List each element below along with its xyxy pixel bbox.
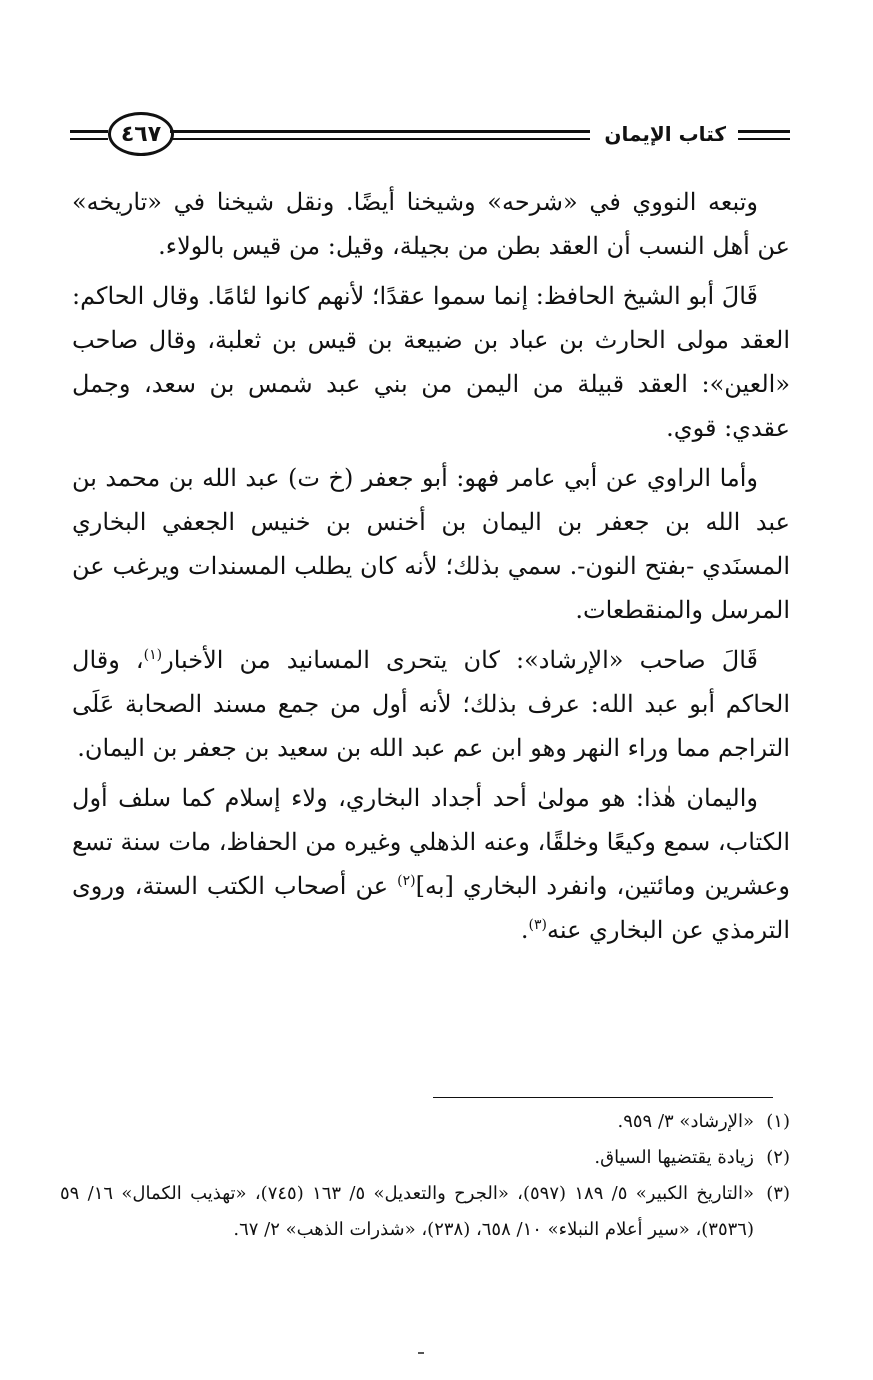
footnote-text: «الإرشاد» ٣/ ٩٥٩. xyxy=(617,1111,754,1132)
paragraph-3 xyxy=(72,456,790,632)
footnote-text: «التاريخ الكبير» ٥/ ١٨٩ (٥٩٧)، «الجرح والتعديل» ٥/ ١٦٣ (٧٤٥)، «تهذيب الكمال» ١٦/ ٥٩ (٣٥٣٦)، «سير أعلام النبلاء» ١٠/ ٦٥٨، (٢٣٨)، «شذرات الذهب» ٢/ ٦٧. xyxy=(60,1183,755,1240)
paragraph-5-text-c: . xyxy=(520,916,529,944)
main-text xyxy=(72,180,790,958)
footnote-3 xyxy=(60,1176,790,1248)
footnote-ref-2[interactable]: (٢) xyxy=(397,873,416,889)
header-rule-right xyxy=(738,130,790,140)
running-header xyxy=(70,112,790,164)
footnotes xyxy=(60,1104,790,1248)
footnote-ref-1[interactable]: (١) xyxy=(143,647,163,663)
footnote-number: (٣) xyxy=(766,1183,790,1204)
paragraph-2 xyxy=(72,274,790,450)
paragraph-1 xyxy=(72,180,790,268)
paragraph-4-text-b: ، وقال الحاكم أبو عبد الله: عرف بذلك؛ لأنه أول من جمع مسند الصحابة عَلَى التراجم مما وراء النهر وهو ابن عم عبد الله بن سعيد بن جعفر بن اليمان. xyxy=(72,646,790,762)
header-rule-left xyxy=(70,130,108,140)
paragraph-5 xyxy=(72,776,790,952)
paragraph-5-text-a: واليمان هٰذا: هو مولىٰ أحد أجداد البخاري، ولاء إسلام كما سلف أول الكتاب، سمع وكيعًا وخلقًا، وعنه الذهلي وغيره من الحفاظ، مات سنة تسع وعشرين ومائتين، وانفرد البخاري [به] xyxy=(72,784,790,900)
footnote-2 xyxy=(60,1140,790,1176)
footnote-1 xyxy=(60,1104,790,1140)
paragraph-4 xyxy=(72,638,790,770)
footnote-ref-3[interactable]: (٣) xyxy=(528,917,547,933)
paragraph-5-text-b: عن أصحاب الكتب الستة، وروى الترمذي عن البخاري عنه xyxy=(72,872,790,944)
print-mark xyxy=(418,1352,424,1354)
footnote-number: (١) xyxy=(766,1111,790,1132)
paragraph-2-text: قَالَ أبو الشيخ الحافظ: إنما سموا عقدًا؛ لأنهم كانوا لئامًا. وقال الحاكم: العقد مولى الحارث بن عباد بن ضبيعة بن قيس بن ثعلبة، وقال صاحب «العين»: العقد قبيلة من اليمن من بني عبد شمس بن سعد، وجمل عقدي: قوي. xyxy=(72,282,790,442)
page-number xyxy=(108,112,174,156)
footnote-separator xyxy=(433,1097,773,1098)
chapter-title: كتاب الإيمان xyxy=(604,122,726,146)
paragraph-1-text: وتبعه النووي في «شرحه» وشيخنا أيضًا. ونقل شيخنا في «تاريخه» عن أهل النسب أن العقد بطن من بجيلة، وقيل: من قيس بالولاء. xyxy=(72,188,790,260)
paragraph-4-text-a: قَالَ صاحب «الإرشاد»: كان يتحرى المسانيد من الأخبار xyxy=(162,646,758,674)
footnote-text: زيادة يقتضيها السياق. xyxy=(594,1147,754,1168)
footnote-number: (٢) xyxy=(766,1147,790,1168)
page-number-text: ٤٦٧ xyxy=(120,121,162,147)
paragraph-3-text: وأما الراوي عن أبي عامر فهو: أبو جعفر (خ ت) عبد الله بن محمد بن عبد الله بن جعفر بن اليمان بن أخنس بن خنيس الجعفي البخاري المسنَدي -بفتح النون-. سمي بذلك؛ لأنه كان يطلب المسندات ويرغب عن المرسل والمنقطعات. xyxy=(72,464,790,624)
header-rule-middle xyxy=(170,130,590,140)
